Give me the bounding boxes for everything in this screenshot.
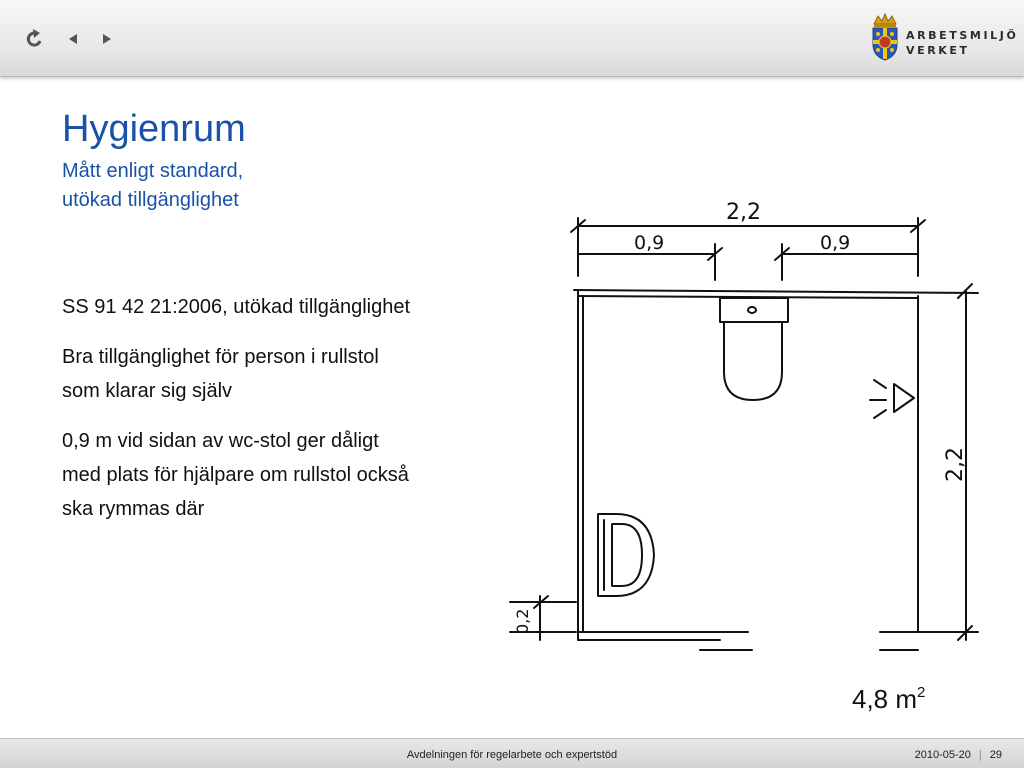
dimension-label-sink: 0,2 — [513, 608, 532, 634]
reload-icon[interactable] — [24, 28, 46, 50]
dimension-label-total: 2,2 — [726, 200, 761, 225]
toolbar — [0, 0, 1024, 77]
area-superscript: 2 — [917, 684, 926, 701]
dimension-label-left: 0,9 — [634, 232, 665, 254]
slide-subtitle — [62, 157, 402, 215]
subtitle-line-2: utökad tillgänglighet — [62, 189, 239, 211]
dimension-label-height: 2,2 — [943, 447, 968, 482]
sink-symbol — [598, 514, 654, 596]
slide-body — [62, 290, 507, 542]
logo-line-1: ARBETSMILJÖ — [906, 29, 1019, 42]
footer-separator: | — [978, 749, 982, 761]
paragraph-text: 0,9 m vid sidan av wc-stol ger dåligt — [62, 430, 379, 452]
dimension-sink-offset — [510, 596, 576, 640]
paragraph-text: SS 91 42 21:2006, utökad tillgänglighet — [62, 296, 411, 318]
dimension-total-width — [571, 200, 925, 276]
area-value: 4,8 m — [852, 684, 918, 714]
paragraph-text: ska rymmas där — [62, 498, 205, 520]
footer — [0, 738, 1024, 768]
paragraph-text: med plats för hjälpare om rullstol också — [62, 464, 409, 486]
dimension-label-right: 0,9 — [820, 232, 851, 254]
paragraph-standard — [62, 290, 507, 324]
paragraph-text: som klarar sig själv — [62, 380, 233, 402]
prev-arrow-icon[interactable] — [62, 28, 84, 50]
next-arrow-icon[interactable] — [96, 28, 118, 50]
slide-title: Hygienrum — [62, 108, 246, 150]
footer-department: Avdelningen för regelarbete och expertstöd — [406, 749, 618, 761]
area-label — [852, 684, 925, 715]
arbetsmiljoverket-logo — [868, 12, 1018, 66]
coat-of-arms-icon — [868, 12, 902, 62]
logo-line-2: VERKET — [906, 44, 970, 57]
dimension-side-spaces — [578, 232, 918, 280]
floor-plan-drawing — [500, 190, 990, 660]
toilet-symbol — [720, 298, 788, 400]
footer-page-number: 29 — [989, 749, 1002, 761]
footer-meta — [915, 749, 1002, 761]
footer-date: 2010-05-20 — [914, 749, 971, 761]
paragraph-helper-space — [62, 424, 507, 526]
light-fixture-symbol — [870, 380, 914, 418]
paragraph-text: Bra tillgänglighet för person i rullstol — [62, 346, 379, 368]
paragraph-accessibility — [62, 340, 507, 408]
room-walls — [574, 290, 978, 650]
dimension-height — [943, 284, 972, 640]
logo-text — [906, 28, 1018, 58]
subtitle-line-1: Mått enligt standard, — [62, 160, 244, 182]
